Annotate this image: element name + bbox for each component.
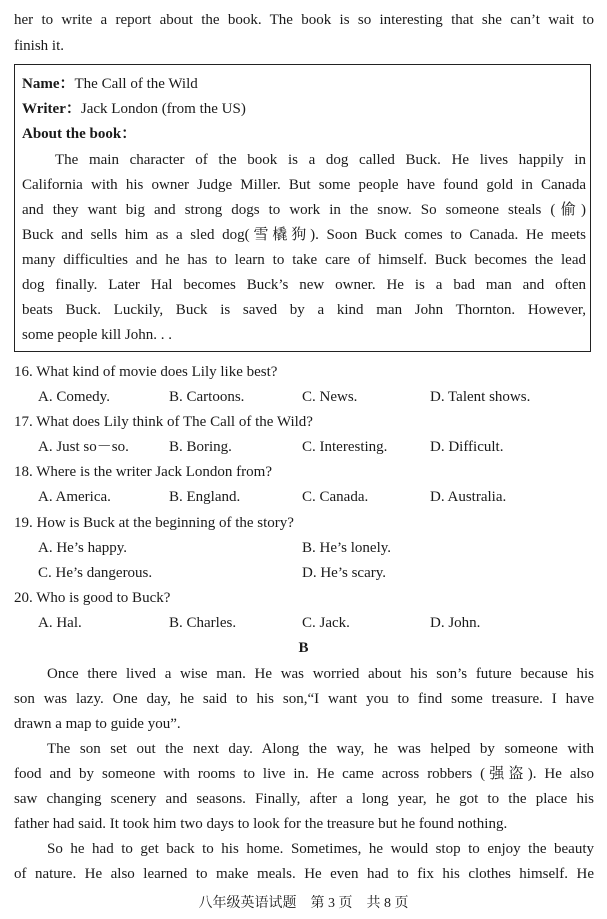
about-line: Buck and sells him as a sled dog(雪橇狗). Soon Buck comes to Canada. He meets — [22, 227, 586, 243]
book-writer-value: Jack London (from the US) — [80, 101, 246, 117]
about-line: California with his owner Judge Miller. But some people have found gold in Canada — [22, 177, 586, 193]
question-option: D. Talent shows. — [430, 389, 531, 405]
passage-line: father had said. It took him two days to look for the treasure but he found nothing. — [14, 816, 508, 832]
about-book-label: About the book： — [22, 126, 137, 142]
question-option: B. Cartoons. — [169, 389, 245, 405]
about-line: many difficulties and he has to learn to take care of himself. Buck becomes the lead — [22, 252, 586, 268]
question-stem: 18. Where is the writer Jack London from? — [14, 464, 272, 480]
about-line: dog finally. Later Hal becomes Buck’s new owner. He is a bad man and often — [22, 277, 586, 293]
passage-line: So he had to get back to his home. Sometimes, he would stop to enjoy the beauty — [47, 841, 594, 857]
passage-line: The son set out the next day. Along the way, he was helped by someone with — [47, 741, 594, 757]
question-option: A. He’s happy. — [38, 540, 128, 556]
book-writer-label: Writer： — [22, 101, 81, 117]
book-writer-row — [22, 99, 246, 119]
question-option: B. England. — [169, 489, 241, 505]
question-option: C. Canada. — [302, 489, 369, 505]
question-stem: 17. What does Lily think of The Call of the Wild? — [14, 414, 313, 430]
question-option: C. He’s dangerous. — [38, 565, 153, 581]
about-line: some people kill John. . . — [22, 327, 172, 343]
intro-line: finish it. — [14, 38, 65, 54]
passage-line: Once there lived a wise man. He was worried about his son’s future because his — [47, 666, 594, 682]
question-option: C. Jack. — [302, 615, 350, 631]
question-option: A. America. — [38, 489, 111, 505]
book-name-row — [22, 74, 198, 94]
question-option: B. He’s lonely. — [302, 540, 392, 556]
passage-line: son was lazy. One day, he said to his son,“I want you to find some treasure. I have — [14, 691, 594, 707]
question-option: D. He’s scary. — [302, 565, 387, 581]
question-stem: 16. What kind of movie does Lily like best? — [14, 364, 278, 380]
question-option: D. John. — [430, 615, 481, 631]
question-option: A. Comedy. — [38, 389, 110, 405]
question-stem: 20. Who is good to Buck? — [14, 590, 171, 606]
passage-line: drawn a map to guide you”. — [14, 716, 181, 732]
passage-line: saw changing scenery and seasons. Finally, after a long year, he got to the place his — [14, 791, 594, 807]
question-option: D. Australia. — [430, 489, 507, 505]
question-option: C. Interesting. — [302, 439, 388, 455]
question-option: D. Difficult. — [430, 439, 504, 455]
question-option: B. Charles. — [169, 615, 237, 631]
question-option: C. News. — [302, 389, 358, 405]
passage-line: food and by someone with rooms to live in. He came across robbers (强盗). He also — [14, 766, 594, 782]
section-b-title: B — [298, 640, 309, 656]
intro-line: her to write a report about the book. The book is so interesting that she can’t wait to — [14, 12, 594, 28]
page-footer: 八年级英语试题 第 3 页 共 8 页 — [198, 896, 409, 911]
question-option: A. Just so－so. — [38, 439, 129, 455]
question-option: B. Boring. — [169, 439, 232, 455]
about-line: The main character of the book is a dog called Buck. He lives happily in — [55, 152, 586, 168]
passage-line: of nature. He also learned to make meals. He even had to fix his clothes himself. He — [14, 866, 594, 882]
book-name-label: Name： — [22, 76, 75, 92]
question-option: A. Hal. — [38, 615, 82, 631]
about-line: beats Buck. Luckily, Buck is saved by a kind man John Thornton. However, — [22, 302, 586, 318]
about-line: and they want big and strong dogs to work in the snow. So someone steals (偷) — [22, 202, 586, 218]
question-stem: 19. How is Buck at the beginning of the story? — [14, 515, 294, 531]
book-name-value: The Call of the Wild — [74, 76, 198, 92]
